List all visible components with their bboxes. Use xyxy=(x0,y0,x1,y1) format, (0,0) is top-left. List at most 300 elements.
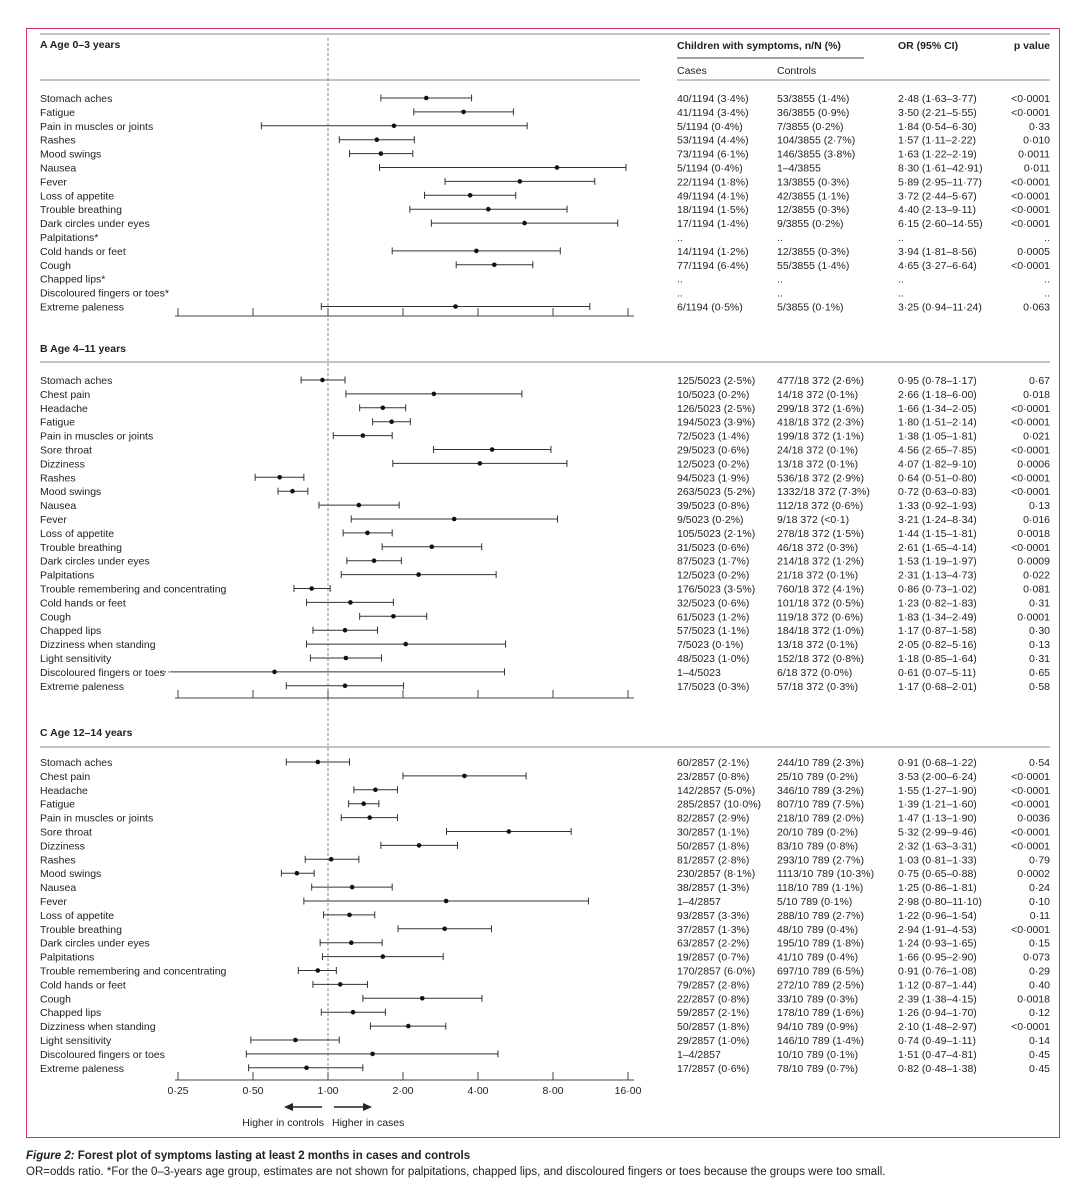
row-p-value: 0·31 xyxy=(1028,597,1050,610)
row-or-ci: 0·86 (0·73–1·02) xyxy=(898,583,977,596)
row-controls: 5/3855 (0·1%) xyxy=(777,301,844,314)
row-p-value: 0·0001 xyxy=(1017,611,1050,624)
point-estimate xyxy=(343,684,348,689)
row-controls: 697/10 789 (6·5%) xyxy=(777,965,864,978)
row-label: Headache xyxy=(40,402,88,415)
row-label: Trouble remembering and concentrating xyxy=(40,965,227,978)
row-or-ci: 2·10 (1·48–2·97) xyxy=(898,1021,977,1034)
arrow-left-head xyxy=(284,1103,293,1111)
row-p-value: 0·0006 xyxy=(1017,458,1050,471)
row-or-ci: 1·12 (0·87–1·44) xyxy=(898,979,977,992)
row-controls: 146/3855 (3·8%) xyxy=(777,148,856,161)
row-controls: 13/18 372 (0·1%) xyxy=(777,458,859,471)
row-cases: 9/5023 (0·2%) xyxy=(677,514,744,526)
row-p-value: 0·13 xyxy=(1028,639,1050,652)
row-p-value: 0·0002 xyxy=(1017,868,1050,881)
row-p-value: 0·010 xyxy=(1023,134,1050,147)
header-or: OR (95% CI) xyxy=(898,40,959,52)
point-estimate xyxy=(430,545,435,550)
row-or-ci: 5·32 (2·99–9·46) xyxy=(898,826,977,839)
row-or-ci: 1·17 (0·68–2·01) xyxy=(898,680,977,693)
row-controls: 48/10 789 (0·4%) xyxy=(777,923,859,936)
row-or-ci: 1·26 (0·94–1·70) xyxy=(898,1007,977,1020)
row-p-value: 0·40 xyxy=(1028,979,1050,992)
row-cases: 12/5023 (0·2%) xyxy=(677,569,750,582)
row-label: Chapped lips xyxy=(40,1007,102,1020)
row-p-value: 0·58 xyxy=(1028,680,1050,693)
row-label: Discoloured fingers or toes xyxy=(40,1048,165,1061)
row-cases: 87/5023 (1·7%) xyxy=(677,555,750,568)
row-cases: .. xyxy=(677,232,683,244)
row-p-value: 0·022 xyxy=(1023,569,1050,582)
row-p-value: 0·65 xyxy=(1028,666,1050,679)
row-label: Trouble remembering and concentrating xyxy=(40,583,227,596)
row-controls: 278/18 372 (1·5%) xyxy=(777,527,864,540)
row-cases: 17/5023 (0·3%) xyxy=(677,680,750,693)
row-p-value: 0·14 xyxy=(1028,1035,1050,1047)
row-or-ci: 0·91 (0·76–1·08) xyxy=(898,965,977,978)
row-label: Fever xyxy=(40,896,67,908)
row-or-ci: 1·47 (1·13–1·90) xyxy=(898,812,977,825)
row-cases: 32/5023 (0·6%) xyxy=(677,597,750,610)
point-estimate xyxy=(375,137,380,142)
row-label: Trouble breathing xyxy=(40,541,122,554)
row-label: Mood swings xyxy=(40,868,102,881)
row-or-ci: 6·15 (2·60–14·55) xyxy=(898,218,983,231)
row-or-ci: 0·61 (0·07–5·11) xyxy=(898,666,977,679)
row-cases: 23/2857 (0·8%) xyxy=(677,770,750,783)
row-label: Dark circles under eyes xyxy=(40,218,150,231)
row-or-ci: 1·25 (0·86–1·81) xyxy=(898,882,977,895)
row-controls: 7/3855 (0·2%) xyxy=(777,120,844,133)
row-controls: 1332/18 372 (7·3%) xyxy=(777,486,870,499)
row-p-value: <0·0001 xyxy=(1011,486,1050,499)
row-p-value: <0·0001 xyxy=(1011,190,1050,203)
row-or-ci: 4·07 (1·82–9·10) xyxy=(898,458,977,471)
row-or-ci: 1·80 (1·51–2·14) xyxy=(898,416,977,429)
point-estimate xyxy=(490,447,495,452)
x-tick-label: 0·50 xyxy=(242,1085,264,1097)
row-controls: 807/10 789 (7·5%) xyxy=(777,798,864,811)
point-estimate xyxy=(290,489,295,494)
row-cases: 6/1194 (0·5%) xyxy=(677,301,743,314)
row-or-ci: 1·83 (1·34–2·49) xyxy=(898,611,977,624)
point-estimate xyxy=(347,913,352,918)
row-p-value: 0·0005 xyxy=(1017,245,1050,258)
point-estimate xyxy=(424,96,429,101)
header-controls: Controls xyxy=(777,65,817,77)
row-label: Headache xyxy=(40,784,88,797)
row-label: Cough xyxy=(40,611,71,624)
row-p-value: <0·0001 xyxy=(1011,770,1050,783)
row-label: Pain in muscles or joints xyxy=(40,120,154,133)
point-estimate xyxy=(406,1024,411,1029)
row-label: Palpitations* xyxy=(40,232,99,244)
row-or-ci: 1·22 (0·96–1·54) xyxy=(898,909,977,922)
row-p-value: <0·0001 xyxy=(1011,826,1050,839)
row-cases: 61/5023 (1·2%) xyxy=(677,611,750,624)
row-or-ci: 1·17 (0·87–1·58) xyxy=(898,625,977,638)
row-label: Cough xyxy=(40,993,71,1006)
row-controls: 21/18 372 (0·1%) xyxy=(777,569,859,582)
point-estimate xyxy=(486,207,491,212)
row-controls: 112/18 372 (0·6%) xyxy=(777,500,864,513)
row-label: Discoloured fingers or toes* xyxy=(40,287,169,300)
row-or-ci: 1·44 (1·15–1·81) xyxy=(898,527,977,540)
row-label: Palpitations xyxy=(40,569,95,582)
row-cases: 230/2857 (8·1%) xyxy=(677,868,756,881)
point-estimate xyxy=(372,558,377,563)
row-p-value: .. xyxy=(1044,287,1050,300)
row-label: Loss of appetite xyxy=(40,909,115,922)
row-controls: 218/10 789 (2·0%) xyxy=(777,812,864,825)
point-estimate xyxy=(453,304,458,309)
row-p-value: .. xyxy=(1044,232,1050,244)
row-controls: .. xyxy=(777,287,783,300)
row-controls: 57/18 372 (0·3%) xyxy=(777,680,859,693)
row-or-ci: 3·94 (1·81–8·56) xyxy=(898,245,977,258)
point-estimate xyxy=(474,249,479,254)
row-controls: 12/3855 (0·3%) xyxy=(777,245,850,258)
row-cases: 73/1194 (6·1%) xyxy=(677,148,749,161)
row-p-value: 0·021 xyxy=(1023,430,1050,443)
row-or-ci: .. xyxy=(898,232,904,244)
row-controls: 199/18 372 (1·1%) xyxy=(777,430,864,443)
point-estimate xyxy=(381,406,386,411)
row-controls: 53/3855 (1·4%) xyxy=(777,93,850,105)
row-label: Chapped lips xyxy=(40,625,102,638)
row-or-ci: 4·65 (3·27–6·64) xyxy=(898,259,977,272)
point-estimate xyxy=(468,193,473,198)
row-or-ci: 1·24 (0·93–1·65) xyxy=(898,937,977,950)
row-controls: 13/3855 (0·3%) xyxy=(777,176,850,189)
legend-higher-in-cases: Higher in cases xyxy=(332,1117,405,1129)
arrow-right-head xyxy=(363,1103,372,1111)
row-cases: 176/5023 (3·5%) xyxy=(677,583,756,596)
row-label: Rashes xyxy=(40,472,76,485)
row-cases: 105/5023 (2·1%) xyxy=(677,527,756,540)
caption-title: Forest plot of symptoms lasting at least 2 months in cases and controls xyxy=(77,1150,471,1162)
row-label: Nausea xyxy=(40,882,77,895)
row-or-ci: 3·50 (2·21–5·55) xyxy=(898,106,977,119)
point-estimate xyxy=(344,656,349,661)
row-label: Cold hands or feet xyxy=(40,979,126,992)
row-cases: 12/5023 (0·2%) xyxy=(677,458,750,471)
row-controls: .. xyxy=(777,232,783,244)
point-estimate xyxy=(416,572,421,577)
row-p-value: 0·0036 xyxy=(1017,812,1050,825)
row-cases: 31/5023 (0·6%) xyxy=(677,541,750,554)
row-controls: 1113/10 789 (10·3%) xyxy=(777,868,875,881)
row-controls: 418/18 372 (2·3%) xyxy=(777,416,864,429)
point-estimate xyxy=(381,954,386,959)
row-label: Stomach aches xyxy=(40,93,113,105)
row-label: Discoloured fingers or toes xyxy=(40,666,165,679)
point-estimate xyxy=(492,263,497,268)
row-controls: 299/18 372 (1·6%) xyxy=(777,402,864,415)
row-controls: 9/18 372 (<0·1) xyxy=(777,514,850,526)
row-p-value: 0·016 xyxy=(1023,514,1050,526)
row-label: Trouble breathing xyxy=(40,923,122,936)
row-controls: 244/10 789 (2·3%) xyxy=(777,757,864,769)
row-or-ci: .. xyxy=(898,287,904,300)
row-controls: 760/18 372 (4·1%) xyxy=(777,583,864,596)
point-estimate xyxy=(365,531,370,536)
row-controls: 10/10 789 (0·1%) xyxy=(777,1048,859,1061)
row-or-ci: 1·51 (0·47–4·81) xyxy=(898,1048,977,1061)
point-estimate xyxy=(320,378,325,383)
row-cases: 94/5023 (1·9%) xyxy=(677,472,750,485)
row-cases: 17/1194 (1·4%) xyxy=(677,218,749,231)
point-estimate xyxy=(349,940,354,945)
point-estimate xyxy=(370,1052,375,1057)
point-estimate xyxy=(343,628,348,633)
row-p-value: 0·073 xyxy=(1023,951,1050,964)
row-or-ci: 0·72 (0·63–0·83) xyxy=(898,486,977,499)
row-p-value: <0·0001 xyxy=(1011,840,1050,853)
panel-title: B Age 4–11 years xyxy=(40,343,127,355)
row-cases: 22/2857 (0·8%) xyxy=(677,993,750,1006)
point-estimate xyxy=(461,110,466,115)
point-estimate xyxy=(367,815,372,820)
row-or-ci: 2·98 (0·80–11·10) xyxy=(898,896,982,908)
point-estimate xyxy=(444,899,449,904)
row-cases: 126/5023 (2·5%) xyxy=(677,402,756,415)
row-controls: 9/3855 (0·2%) xyxy=(777,218,844,231)
point-estimate xyxy=(361,801,366,806)
point-estimate xyxy=(309,586,314,591)
row-cases: 50/2857 (1·8%) xyxy=(677,840,750,853)
row-label: Fatigue xyxy=(40,798,76,811)
row-or-ci: 3·53 (2·00–6·24) xyxy=(898,770,977,783)
row-cases: 93/2857 (3·3%) xyxy=(677,909,750,922)
point-estimate xyxy=(432,392,437,397)
row-label: Extreme paleness xyxy=(40,680,125,693)
point-estimate xyxy=(373,788,378,793)
row-p-value: <0·0001 xyxy=(1011,402,1050,415)
row-controls: 46/18 372 (0·3%) xyxy=(777,541,859,554)
row-label: Extreme paleness xyxy=(40,1062,125,1075)
row-controls: 293/10 789 (2·7%) xyxy=(777,854,864,867)
point-estimate xyxy=(357,503,362,508)
row-cases: 82/2857 (2·9%) xyxy=(677,812,750,825)
row-cases: 1–4/5023 xyxy=(677,666,721,679)
row-label: Dark circles under eyes xyxy=(40,555,150,568)
row-controls: 12/3855 (0·3%) xyxy=(777,204,850,217)
point-estimate xyxy=(329,857,334,862)
row-controls: 1–4/3855 xyxy=(777,162,821,175)
row-p-value: 0·11 xyxy=(1029,909,1050,922)
row-p-value: 0·10 xyxy=(1028,896,1050,908)
row-cases: 53/1194 (4·4%) xyxy=(677,134,749,147)
row-controls: .. xyxy=(777,273,783,286)
row-controls: 195/10 789 (1·8%) xyxy=(777,937,864,950)
row-cases: 7/5023 (0·1%) xyxy=(677,639,744,652)
point-estimate xyxy=(462,774,467,779)
row-controls: 118/10 789 (1·1%) xyxy=(777,882,864,895)
row-controls: 14/18 372 (0·1%) xyxy=(777,388,859,401)
row-controls: 104/3855 (2·7%) xyxy=(777,134,856,147)
row-controls: 101/18 372 (0·5%) xyxy=(777,597,864,610)
row-controls: 272/10 789 (2·5%) xyxy=(777,979,864,992)
row-cases: 79/2857 (2·8%) xyxy=(677,979,750,992)
row-cases: 57/5023 (1·1%) xyxy=(677,625,750,638)
row-label: Sore throat xyxy=(40,826,92,839)
row-cases: 30/2857 (1·1%) xyxy=(677,826,750,839)
row-or-ci: 3·21 (1·24–8·34) xyxy=(898,514,977,526)
row-label: Stomach aches xyxy=(40,757,113,769)
row-controls: 146/10 789 (1·4%) xyxy=(777,1035,864,1047)
row-label: Pain in muscles or joints xyxy=(40,812,154,825)
row-cases: 1–4/2857 xyxy=(677,1048,721,1061)
row-cases: 285/2857 (10·0%) xyxy=(677,798,762,811)
row-label: Loss of appetite xyxy=(40,190,115,203)
row-or-ci: 5·89 (2·95–11·77) xyxy=(898,176,982,189)
row-p-value: .. xyxy=(1044,273,1050,286)
row-or-ci: 1·84 (0·54–6·30) xyxy=(898,120,977,133)
point-estimate xyxy=(442,927,447,932)
row-cases: 59/2857 (2·1%) xyxy=(677,1007,750,1020)
row-controls: 78/10 789 (0·7%) xyxy=(777,1062,859,1075)
panel-title: C Age 12–14 years xyxy=(40,727,133,739)
row-controls: 288/10 789 (2·7%) xyxy=(777,909,864,922)
row-p-value: <0·0001 xyxy=(1011,176,1050,189)
point-estimate xyxy=(304,1066,309,1071)
row-label: Light sensitivity xyxy=(40,653,112,665)
row-or-ci: 1·23 (0·82–1·83) xyxy=(898,597,977,610)
row-cases: 81/2857 (2·8%) xyxy=(677,854,750,867)
row-or-ci: 8·30 (1·61–42·91) xyxy=(898,162,983,175)
row-cases: 49/1194 (4·1%) xyxy=(677,190,749,203)
row-controls: 178/10 789 (1·6%) xyxy=(777,1007,864,1020)
x-tick-label: 2·00 xyxy=(392,1085,414,1097)
row-or-ci: 4·40 (2·13–9·11) xyxy=(898,204,977,217)
x-tick-label: 1·00 xyxy=(317,1085,339,1097)
row-p-value: <0·0001 xyxy=(1011,798,1050,811)
row-or-ci: 1·38 (1·05–1·81) xyxy=(898,430,977,443)
row-cases: 263/5023 (5·2%) xyxy=(677,486,756,499)
row-or-ci: 4·56 (2·65–7·85) xyxy=(898,444,977,457)
row-label: Pain in muscles or joints xyxy=(40,430,154,443)
row-controls: 477/18 372 (2·6%) xyxy=(777,375,864,387)
figure-caption xyxy=(26,1148,1060,1180)
row-p-value: 0·081 xyxy=(1023,583,1050,596)
row-p-value: 0·0018 xyxy=(1017,993,1050,1006)
row-label: Extreme paleness xyxy=(40,301,125,314)
point-estimate xyxy=(348,600,353,605)
row-cases: 50/2857 (1·8%) xyxy=(677,1021,750,1034)
row-p-value: 0·011 xyxy=(1023,162,1050,175)
row-or-ci: 1·18 (0·85–1·64) xyxy=(898,653,977,665)
point-estimate xyxy=(522,221,527,226)
row-or-ci: 2·32 (1·63–3·31) xyxy=(898,840,977,853)
row-controls: 13/18 372 (0·1%) xyxy=(777,639,859,652)
row-p-value: 0·33 xyxy=(1028,120,1050,133)
row-label: Fatigue xyxy=(40,416,76,429)
row-cases: 19/2857 (0·7%) xyxy=(677,951,750,964)
row-controls: 152/18 372 (0·8%) xyxy=(777,653,864,665)
row-p-value: 0·67 xyxy=(1028,375,1050,387)
row-p-value: <0·0001 xyxy=(1011,541,1050,554)
row-label: Stomach aches xyxy=(40,375,113,387)
row-label: Dizziness when standing xyxy=(40,639,156,652)
row-controls: 94/10 789 (0·9%) xyxy=(777,1021,859,1034)
row-label: Mood swings xyxy=(40,486,102,499)
row-p-value: <0·0001 xyxy=(1011,416,1050,429)
header-children-with-symptoms: Children with symptoms, n/N (%) xyxy=(677,40,841,52)
row-p-value: <0·0001 xyxy=(1011,218,1050,231)
row-or-ci: 2·94 (1·91–4·53) xyxy=(898,923,977,936)
row-controls: 33/10 789 (0·3%) xyxy=(777,993,859,1006)
row-cases: 142/2857 (5·0%) xyxy=(677,784,756,797)
row-controls: 346/10 789 (3·2%) xyxy=(777,784,864,797)
row-or-ci: 0·75 (0·65–0·88) xyxy=(898,868,977,881)
point-estimate xyxy=(391,614,396,619)
point-estimate xyxy=(379,151,384,156)
point-estimate xyxy=(417,843,422,848)
row-or-ci: 0·95 (0·78–1·17) xyxy=(898,375,977,387)
row-label: Dizziness xyxy=(40,840,85,853)
row-or-ci: 2·31 (1·13–4·73) xyxy=(898,569,977,582)
header-p-value: p value xyxy=(1013,40,1050,52)
row-label: Nausea xyxy=(40,162,77,175)
row-p-value: <0·0001 xyxy=(1011,106,1050,119)
row-p-value: 0·13 xyxy=(1028,500,1050,513)
row-p-value: 0·0009 xyxy=(1017,555,1050,568)
row-or-ci: 3·72 (2·44–5·67) xyxy=(898,190,977,203)
point-estimate xyxy=(507,829,512,834)
row-cases: 170/2857 (6·0%) xyxy=(677,965,756,978)
point-estimate xyxy=(478,461,483,466)
row-cases: 18/1194 (1·5%) xyxy=(677,204,749,217)
row-cases: 125/5023 (2·5%) xyxy=(677,375,756,387)
caption-label: Figure 2: xyxy=(26,1150,75,1162)
row-label: Light sensitivity xyxy=(40,1035,112,1047)
row-cases: 5/1194 (0·4%) xyxy=(677,162,743,175)
row-cases: 1–4/2857 xyxy=(677,896,721,908)
row-controls: 119/18 372 (0·6%) xyxy=(777,611,864,624)
row-cases: 72/5023 (1·4%) xyxy=(677,430,750,443)
row-cases: 29/5023 (0·6%) xyxy=(677,444,750,457)
row-cases: 39/5023 (0·8%) xyxy=(677,500,750,513)
row-p-value: 0·79 xyxy=(1028,854,1050,867)
row-controls: 24/18 372 (0·1%) xyxy=(777,444,859,457)
row-or-ci: .. xyxy=(898,273,904,286)
row-p-value: 0·45 xyxy=(1028,1062,1050,1075)
row-cases: 63/2857 (2·2%) xyxy=(677,937,750,950)
row-p-value: 0·24 xyxy=(1028,882,1050,895)
row-label: Dizziness xyxy=(40,458,85,471)
row-or-ci: 2·39 (1·38–4·15) xyxy=(898,993,977,1006)
row-p-value: <0·0001 xyxy=(1011,93,1050,105)
row-or-ci: 1·55 (1·27–1·90) xyxy=(898,784,977,797)
row-p-value: 0·018 xyxy=(1023,388,1050,401)
row-controls: 41/10 789 (0·4%) xyxy=(777,951,859,964)
row-controls: 6/18 372 (0·0%) xyxy=(777,666,853,679)
legend-higher-in-controls: Higher in controls xyxy=(242,1117,324,1129)
row-p-value: <0·0001 xyxy=(1011,1021,1050,1034)
row-or-ci: 1·53 (1·19–1·97) xyxy=(898,555,977,568)
row-or-ci: 2·48 (1·63–3·77) xyxy=(898,93,977,105)
point-estimate xyxy=(392,124,397,129)
point-estimate xyxy=(295,871,300,876)
row-controls: 55/3855 (1·4%) xyxy=(777,259,850,272)
row-controls: 214/18 372 (1·2%) xyxy=(777,555,864,568)
row-p-value: <0·0001 xyxy=(1011,204,1050,217)
row-cases: 14/1194 (1·2%) xyxy=(677,245,749,258)
row-label: Cold hands or feet xyxy=(40,597,126,610)
row-cases: 77/1194 (6·4%) xyxy=(677,259,749,272)
